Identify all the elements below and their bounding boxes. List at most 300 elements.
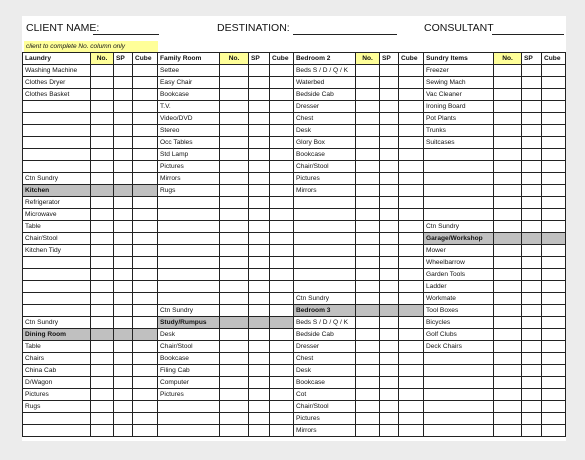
column-header-no: No.	[91, 53, 114, 65]
no-cell[interactable]	[494, 221, 522, 233]
no-cell[interactable]	[356, 173, 380, 185]
no-cell[interactable]	[91, 233, 114, 245]
sp-cell	[114, 245, 133, 257]
item-label: Chairs	[23, 353, 91, 365]
no-cell[interactable]	[356, 425, 380, 437]
no-cell[interactable]	[356, 365, 380, 377]
table-row	[23, 353, 566, 365]
no-cell[interactable]	[220, 197, 249, 209]
no-cell[interactable]	[494, 77, 522, 89]
no-cell[interactable]	[356, 161, 380, 173]
no-cell[interactable]	[356, 401, 380, 413]
no-cell[interactable]	[494, 425, 522, 437]
item-label	[294, 197, 356, 209]
cube-cell	[133, 281, 158, 293]
no-cell[interactable]	[356, 245, 380, 257]
no-cell[interactable]	[494, 137, 522, 149]
sp-cell	[380, 413, 399, 425]
no-cell[interactable]	[356, 185, 380, 197]
consultant-line[interactable]	[492, 34, 564, 35]
sp-cell	[114, 293, 133, 305]
no-cell[interactable]	[220, 389, 249, 401]
item-label: Waterbed	[294, 77, 356, 89]
item-label	[158, 197, 220, 209]
cube-cell	[133, 77, 158, 89]
no-cell[interactable]	[356, 89, 380, 101]
no-cell[interactable]	[494, 377, 522, 389]
cube-cell	[270, 353, 294, 365]
cube-cell	[270, 113, 294, 125]
sp-cell	[249, 401, 270, 413]
sp-cell	[249, 113, 270, 125]
no-cell[interactable]	[91, 245, 114, 257]
no-cell[interactable]	[220, 113, 249, 125]
cube-cell	[542, 365, 566, 377]
item-label: Mower	[424, 245, 494, 257]
sp-cell	[380, 197, 399, 209]
no-cell[interactable]	[91, 425, 114, 437]
cube-cell	[133, 257, 158, 269]
cube-cell	[542, 137, 566, 149]
table-row	[23, 65, 566, 77]
no-cell[interactable]	[494, 245, 522, 257]
no-cell[interactable]	[91, 65, 114, 77]
no-cell[interactable]	[356, 137, 380, 149]
item-label: Glory Box	[294, 137, 356, 149]
sp-cell	[380, 77, 399, 89]
sp-cell	[380, 65, 399, 77]
no-cell[interactable]	[494, 305, 522, 317]
no-cell[interactable]	[220, 305, 249, 317]
no-cell[interactable]	[91, 257, 114, 269]
no-cell[interactable]	[356, 77, 380, 89]
item-label: Bedside Cab	[294, 89, 356, 101]
sp-cell	[114, 221, 133, 233]
no-cell[interactable]	[494, 341, 522, 353]
no-cell[interactable]	[91, 353, 114, 365]
item-label	[294, 257, 356, 269]
item-label: Pictures	[158, 161, 220, 173]
no-cell[interactable]	[494, 257, 522, 269]
item-label: Pictures	[294, 413, 356, 425]
no-cell[interactable]	[494, 293, 522, 305]
sp-cell	[114, 269, 133, 281]
no-cell[interactable]	[91, 365, 114, 377]
item-label: Washing Machine	[23, 65, 91, 77]
sp-cell	[249, 329, 270, 341]
no-cell[interactable]	[220, 137, 249, 149]
sp-cell	[249, 137, 270, 149]
no-cell[interactable]	[356, 377, 380, 389]
no-cell[interactable]	[91, 149, 114, 161]
item-label: Occ Tables	[158, 137, 220, 149]
cube-cell	[399, 65, 424, 77]
sp-cell	[114, 209, 133, 221]
no-cell[interactable]	[356, 221, 380, 233]
no-cell[interactable]	[91, 89, 114, 101]
cube-cell	[133, 89, 158, 101]
no-cell[interactable]	[494, 173, 522, 185]
sp-cell	[114, 401, 133, 413]
sp-cell	[522, 413, 542, 425]
cube-cell	[133, 149, 158, 161]
no-cell[interactable]	[220, 257, 249, 269]
cube-cell	[399, 257, 424, 269]
no-cell[interactable]	[220, 125, 249, 137]
no-cell[interactable]	[220, 161, 249, 173]
item-label: Kitchen Tidy	[23, 245, 91, 257]
sp-cell	[114, 317, 133, 329]
sp-cell	[522, 377, 542, 389]
item-label	[424, 365, 494, 377]
no-cell[interactable]	[91, 317, 114, 329]
no-cell[interactable]	[220, 377, 249, 389]
column-header-cube: Cube	[542, 53, 566, 65]
no-cell[interactable]	[356, 269, 380, 281]
no-cell[interactable]	[91, 137, 114, 149]
item-label: Golf Clubs	[424, 329, 494, 341]
no-cell[interactable]	[356, 281, 380, 293]
no-cell[interactable]	[91, 281, 114, 293]
sp-cell	[114, 173, 133, 185]
cube-cell	[399, 293, 424, 305]
cube-cell	[399, 161, 424, 173]
item-label: Mirrors	[158, 173, 220, 185]
table-row	[23, 269, 566, 281]
cube-cell	[399, 233, 424, 245]
cube-cell	[542, 101, 566, 113]
no-cell[interactable]	[356, 329, 380, 341]
no-cell[interactable]	[91, 305, 114, 317]
no-cell[interactable]	[220, 341, 249, 353]
sp-cell	[114, 365, 133, 377]
cube-cell	[542, 221, 566, 233]
item-label	[424, 161, 494, 173]
no-cell[interactable]	[220, 149, 249, 161]
item-label	[23, 125, 91, 137]
no-cell[interactable]	[220, 293, 249, 305]
sp-cell	[522, 389, 542, 401]
cube-cell	[270, 173, 294, 185]
no-cell[interactable]	[91, 161, 114, 173]
item-label: Table	[23, 341, 91, 353]
sp-cell	[249, 233, 270, 245]
cube-cell	[399, 185, 424, 197]
no-cell[interactable]	[220, 65, 249, 77]
sp-cell	[380, 233, 399, 245]
item-label	[294, 245, 356, 257]
item-label: Chest	[294, 113, 356, 125]
no-cell[interactable]	[91, 293, 114, 305]
no-cell[interactable]	[91, 101, 114, 113]
no-cell[interactable]	[494, 353, 522, 365]
no-cell[interactable]	[91, 77, 114, 89]
no-cell[interactable]	[356, 389, 380, 401]
cube-cell	[542, 401, 566, 413]
no-cell[interactable]	[356, 317, 380, 329]
item-label	[424, 377, 494, 389]
cube-cell	[133, 401, 158, 413]
no-cell[interactable]	[494, 317, 522, 329]
section-fill	[91, 329, 114, 341]
sp-cell	[380, 125, 399, 137]
no-cell[interactable]	[356, 125, 380, 137]
item-label: Ladder	[424, 281, 494, 293]
no-cell[interactable]	[220, 401, 249, 413]
no-cell[interactable]	[220, 101, 249, 113]
no-cell[interactable]	[91, 197, 114, 209]
cube-cell	[133, 425, 158, 437]
cube-cell	[542, 185, 566, 197]
sp-cell	[249, 245, 270, 257]
sp-cell	[522, 221, 542, 233]
cube-cell	[133, 221, 158, 233]
sp-cell	[114, 233, 133, 245]
sp-cell	[114, 425, 133, 437]
no-cell[interactable]	[91, 269, 114, 281]
item-label: Bicycles	[424, 317, 494, 329]
no-cell[interactable]	[91, 341, 114, 353]
no-cell[interactable]	[494, 413, 522, 425]
no-cell[interactable]	[220, 77, 249, 89]
no-cell[interactable]	[494, 101, 522, 113]
item-label: Ctn Sundry	[23, 173, 91, 185]
no-cell[interactable]	[494, 197, 522, 209]
sp-cell	[522, 185, 542, 197]
no-cell[interactable]	[91, 173, 114, 185]
column-header-cube: Cube	[270, 53, 294, 65]
item-label	[23, 257, 91, 269]
item-label: Beds S / D / Q / K	[294, 65, 356, 77]
no-cell[interactable]	[220, 185, 249, 197]
sp-cell	[522, 293, 542, 305]
cube-cell	[399, 173, 424, 185]
no-cell[interactable]	[494, 125, 522, 137]
no-cell[interactable]	[494, 185, 522, 197]
item-label: Ctn Sundry	[158, 305, 220, 317]
cube-cell	[270, 305, 294, 317]
table-row	[23, 341, 566, 353]
sp-cell	[249, 161, 270, 173]
section-fill	[249, 317, 270, 329]
item-label	[23, 269, 91, 281]
sp-cell	[380, 329, 399, 341]
no-cell[interactable]	[220, 329, 249, 341]
no-cell[interactable]	[91, 221, 114, 233]
no-cell[interactable]	[356, 197, 380, 209]
section-fill	[522, 233, 542, 245]
section-fill	[356, 305, 380, 317]
item-label	[23, 101, 91, 113]
sp-cell	[380, 269, 399, 281]
no-cell[interactable]	[356, 233, 380, 245]
cube-cell	[270, 221, 294, 233]
item-label: Tool Boxes	[424, 305, 494, 317]
cube-cell	[270, 329, 294, 341]
no-cell[interactable]	[220, 353, 249, 365]
cube-cell	[542, 149, 566, 161]
no-cell[interactable]	[91, 377, 114, 389]
item-label: Chair/Stool	[294, 161, 356, 173]
sp-cell	[522, 341, 542, 353]
no-cell[interactable]	[494, 209, 522, 221]
sp-cell	[522, 149, 542, 161]
no-cell[interactable]	[220, 365, 249, 377]
no-cell[interactable]	[91, 125, 114, 137]
inventory-table	[22, 52, 566, 437]
table-row	[23, 425, 566, 437]
cube-cell	[133, 161, 158, 173]
item-label: Bookcase	[158, 89, 220, 101]
item-label	[424, 353, 494, 365]
group-title: Family Room	[158, 53, 220, 65]
cube-cell	[133, 341, 158, 353]
cube-cell	[133, 377, 158, 389]
no-cell[interactable]	[494, 401, 522, 413]
cube-cell	[542, 113, 566, 125]
no-cell[interactable]	[91, 413, 114, 425]
cube-cell	[399, 137, 424, 149]
no-cell[interactable]	[494, 113, 522, 125]
no-cell[interactable]	[220, 209, 249, 221]
sp-cell	[380, 245, 399, 257]
no-cell[interactable]	[356, 353, 380, 365]
no-cell[interactable]	[220, 173, 249, 185]
cube-cell	[542, 269, 566, 281]
item-label: Suitcases	[424, 137, 494, 149]
no-cell[interactable]	[356, 413, 380, 425]
item-label	[424, 209, 494, 221]
no-cell[interactable]	[494, 389, 522, 401]
item-label: Vac Cleaner	[424, 89, 494, 101]
cube-cell	[399, 317, 424, 329]
sp-cell	[522, 365, 542, 377]
cube-cell	[542, 245, 566, 257]
no-cell[interactable]	[220, 281, 249, 293]
cube-cell	[133, 65, 158, 77]
no-cell[interactable]	[220, 245, 249, 257]
cube-cell	[542, 89, 566, 101]
item-label: Freezer	[424, 65, 494, 77]
item-label: Rugs	[158, 185, 220, 197]
group-title: Laundry	[23, 53, 91, 65]
no-cell[interactable]	[356, 293, 380, 305]
cube-cell	[542, 281, 566, 293]
no-cell[interactable]	[494, 65, 522, 77]
no-cell[interactable]	[356, 257, 380, 269]
no-cell[interactable]	[220, 89, 249, 101]
cube-cell	[542, 353, 566, 365]
sp-cell	[522, 89, 542, 101]
cube-cell	[399, 101, 424, 113]
section-fill	[220, 317, 249, 329]
table-row	[23, 197, 566, 209]
no-cell[interactable]	[494, 161, 522, 173]
cube-cell	[270, 425, 294, 437]
sp-cell	[114, 101, 133, 113]
table-row	[23, 245, 566, 257]
cube-cell	[270, 257, 294, 269]
item-label: Easy Chair	[158, 77, 220, 89]
sp-cell	[114, 137, 133, 149]
sp-cell	[249, 305, 270, 317]
no-cell[interactable]	[356, 65, 380, 77]
no-cell[interactable]	[91, 113, 114, 125]
sp-cell	[522, 401, 542, 413]
cube-cell	[270, 101, 294, 113]
no-cell[interactable]	[494, 281, 522, 293]
no-cell[interactable]	[91, 389, 114, 401]
no-cell[interactable]	[91, 401, 114, 413]
no-cell[interactable]	[220, 233, 249, 245]
item-label: Bedside Cab	[294, 329, 356, 341]
client-name-line[interactable]	[93, 34, 159, 35]
item-label: China Cab	[23, 365, 91, 377]
destination-line[interactable]	[293, 34, 397, 35]
table-row	[23, 257, 566, 269]
no-cell[interactable]	[220, 413, 249, 425]
table-row	[23, 209, 566, 221]
sp-cell	[522, 101, 542, 113]
no-cell[interactable]	[494, 269, 522, 281]
sp-cell	[522, 353, 542, 365]
cube-cell	[270, 89, 294, 101]
no-cell[interactable]	[494, 149, 522, 161]
no-cell[interactable]	[494, 365, 522, 377]
no-cell[interactable]	[494, 329, 522, 341]
no-cell[interactable]	[220, 425, 249, 437]
sp-cell	[114, 113, 133, 125]
cube-cell	[399, 329, 424, 341]
cube-cell	[270, 401, 294, 413]
item-label: Chair/Stool	[294, 401, 356, 413]
item-label: Rugs	[23, 401, 91, 413]
sp-cell	[114, 197, 133, 209]
sp-cell	[249, 389, 270, 401]
item-label	[294, 233, 356, 245]
no-cell[interactable]	[220, 269, 249, 281]
sp-cell	[522, 161, 542, 173]
cube-cell	[133, 317, 158, 329]
sp-cell	[380, 353, 399, 365]
group-title: Bedroom 2	[294, 53, 356, 65]
item-label: Desk	[294, 365, 356, 377]
item-label	[424, 413, 494, 425]
no-cell[interactable]	[356, 209, 380, 221]
table-row	[23, 53, 566, 65]
sp-cell	[380, 425, 399, 437]
table-row	[23, 401, 566, 413]
item-label: Pictures	[294, 173, 356, 185]
table-row	[23, 161, 566, 173]
table-row	[23, 365, 566, 377]
sp-cell	[380, 149, 399, 161]
cube-cell	[270, 137, 294, 149]
no-cell[interactable]	[91, 209, 114, 221]
sp-cell	[114, 161, 133, 173]
table-row	[23, 233, 566, 245]
no-cell[interactable]	[356, 113, 380, 125]
no-cell[interactable]	[356, 341, 380, 353]
item-label: T.V.	[158, 101, 220, 113]
no-cell[interactable]	[494, 89, 522, 101]
cube-cell	[542, 317, 566, 329]
no-cell[interactable]	[356, 101, 380, 113]
no-cell[interactable]	[356, 149, 380, 161]
no-cell[interactable]	[220, 221, 249, 233]
cube-cell	[270, 389, 294, 401]
sp-cell	[380, 89, 399, 101]
